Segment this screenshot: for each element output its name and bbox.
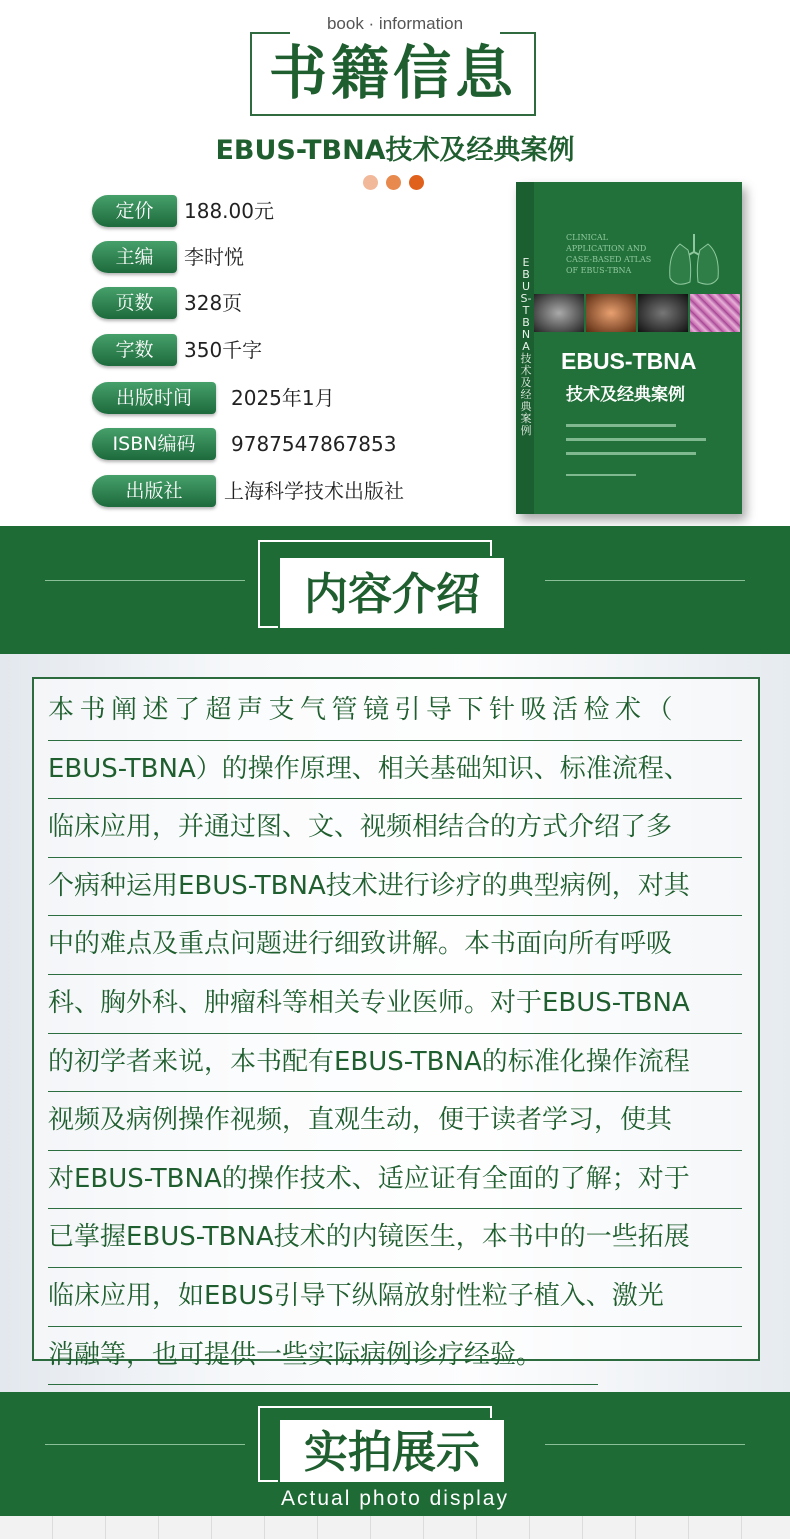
book-title: EBUS-TBNA技术及经典案例: [215, 135, 575, 166]
lung-icon: [666, 230, 726, 292]
intro-line: EBUS-TBNA）的操作原理、相关基础知识、标准流程、: [48, 741, 742, 800]
cover-english-title: CLINICAL APPLICATION AND CASE-BASED ATLAS OF EBUS-TBNA: [566, 233, 652, 275]
cover-text-line: [566, 438, 706, 441]
info-label: 主编: [92, 241, 177, 273]
cover-title-en: EBUS-TBNA: [561, 348, 697, 374]
divider-line: [45, 1444, 245, 1445]
intro-line: 消融等，也可提供一些实际病例诊疗经验。: [48, 1327, 598, 1386]
header-english: book · information: [290, 14, 500, 34]
info-label: 出版时间: [92, 382, 216, 414]
info-label: 页数: [92, 287, 177, 319]
decor-dot: [363, 175, 378, 190]
cover-text-line: [566, 424, 676, 427]
info-label: 定价: [92, 195, 177, 227]
header-title: 书籍信息: [268, 39, 517, 107]
intro-line: 科、胸外科、肿瘤科等相关专业医师。对于EBUS-TBNA: [48, 975, 742, 1034]
intro-line: 对EBUS-TBNA的操作技术、适应证有全面的了解；对于: [48, 1151, 742, 1210]
info-value: 350千字: [184, 338, 263, 362]
divider-line: [545, 580, 745, 581]
intro-line: 本书阐述了超声支气管镜引导下针吸活检术（: [48, 682, 742, 741]
info-label: 字数: [92, 334, 177, 366]
section-subtitle-photo: Actual photo display: [281, 1487, 509, 1510]
cover-photo-strip: [534, 294, 742, 332]
intro-line: 视频及病例操作视频，直观生动，便于读者学习，使其: [48, 1092, 742, 1151]
intro-line: 的初学者来说，本书配有EBUS-TBNA的标准化操作流程: [48, 1034, 742, 1093]
intro-line: 临床应用，并通过图、文、视频相结合的方式介绍了多: [48, 799, 742, 858]
divider-line: [545, 1444, 745, 1445]
book-cover-image: [516, 182, 742, 514]
cover-publisher-line: [566, 474, 636, 476]
intro-line: 已掌握EBUS-TBNA技术的内镜医生，本书中的一些拓展: [48, 1209, 742, 1268]
cover-title-zh: 技术及经典案例: [566, 385, 685, 405]
info-label: 出版社: [92, 475, 216, 507]
decor-dot: [386, 175, 401, 190]
photo-background-grid: [0, 1516, 790, 1539]
section-title-photo: 实拍展示: [278, 1418, 506, 1484]
intro-line: 临床应用，如EBUS引导下纵隔放射性粒子植入、激光: [48, 1268, 742, 1327]
intro-line: 中的难点及重点问题进行细致讲解。本书面向所有呼吸: [48, 916, 742, 975]
spine-title: EBUS-TBNA技术及经典案例: [520, 256, 532, 437]
divider-line: [45, 580, 245, 581]
section-band-intro: [0, 526, 790, 654]
intro-line: 个病种运用EBUS-TBNA技术进行诊疗的典型病例，对其: [48, 858, 742, 917]
section-title-intro: 内容介绍: [278, 556, 506, 630]
info-value: 李时悦: [184, 245, 244, 269]
decor-dot: [409, 175, 424, 190]
info-value: 2025年1月: [231, 386, 335, 410]
info-value: 上海科学技术出版社: [224, 479, 404, 503]
intro-text: [48, 682, 742, 1385]
info-value: 9787547867853: [231, 432, 397, 456]
info-value: 328页: [184, 291, 243, 315]
info-value: 188.00元: [184, 199, 274, 223]
info-label: ISBN编码: [92, 428, 216, 460]
cover-text-line: [566, 452, 696, 455]
